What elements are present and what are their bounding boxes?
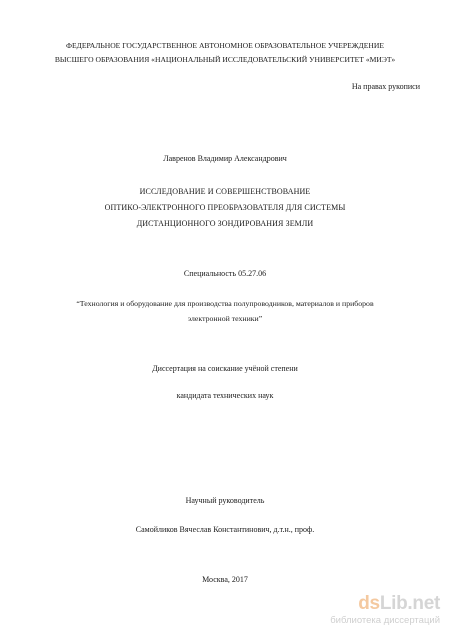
title-line-2: ОПТИКО-ЭЛЕКТРОННОГО ПРЕОБРАЗОВАТЕЛЯ ДЛЯ СИСТЕМЫ bbox=[104, 203, 346, 212]
specialty-name-line-1: “Технология и оборудование для производства полупроводников, материалов и приборов bbox=[76, 299, 374, 308]
logo-lib: Lib bbox=[379, 593, 408, 614]
logo-net: .net bbox=[407, 593, 440, 614]
supervisor-label: Научный руководитель bbox=[185, 496, 265, 505]
specialty-name-line-2: электронной техники” bbox=[187, 314, 263, 323]
title-line-1: ИССЛЕДОВАНИЕ И СОВЕРШЕНСТВОВАНИЕ bbox=[139, 187, 311, 196]
rights-notice: На правах рукописи bbox=[351, 82, 420, 91]
title-line-3: ДИСТАНЦИОННОГО ЗОНДИРОВАНИЯ ЗЕМЛИ bbox=[136, 219, 314, 228]
degree-line-2: кандидата технических наук bbox=[176, 391, 274, 400]
logo-ds: ds bbox=[358, 593, 380, 614]
specialty-code: Специальность 05.27.06 bbox=[183, 269, 267, 278]
watermark-subtitle: библиотека диссертаций bbox=[330, 615, 440, 626]
supervisor-name: Самойликов Вячеслав Константинович, д.т.н., проф. bbox=[135, 525, 315, 534]
institution-line-2: ВЫСШЕГО ОБРАЗОВАНИЯ «НАЦИОНАЛЬНЫЙ ИССЛЕДОВАТЕЛЬСКИЙ УНИВЕРСИТЕТ «МИЭТ» bbox=[54, 55, 396, 64]
author-name: Лавренов Владимир Александрович bbox=[163, 154, 287, 163]
institution-line-1: ФЕДЕРАЛЬНОЕ ГОСУДАРСТВЕННОЕ АВТОНОМНОЕ ОБРАЗОВАТЕЛЬНОЕ УЧЕРЕЖДЕНИЕ bbox=[66, 41, 384, 50]
degree-line-1: Диссертация на соискание учёной степени bbox=[152, 364, 298, 373]
dslib-logo bbox=[358, 593, 440, 615]
city-year: Москва, 2017 bbox=[202, 575, 248, 584]
dslib-watermark[interactable] bbox=[312, 593, 442, 631]
